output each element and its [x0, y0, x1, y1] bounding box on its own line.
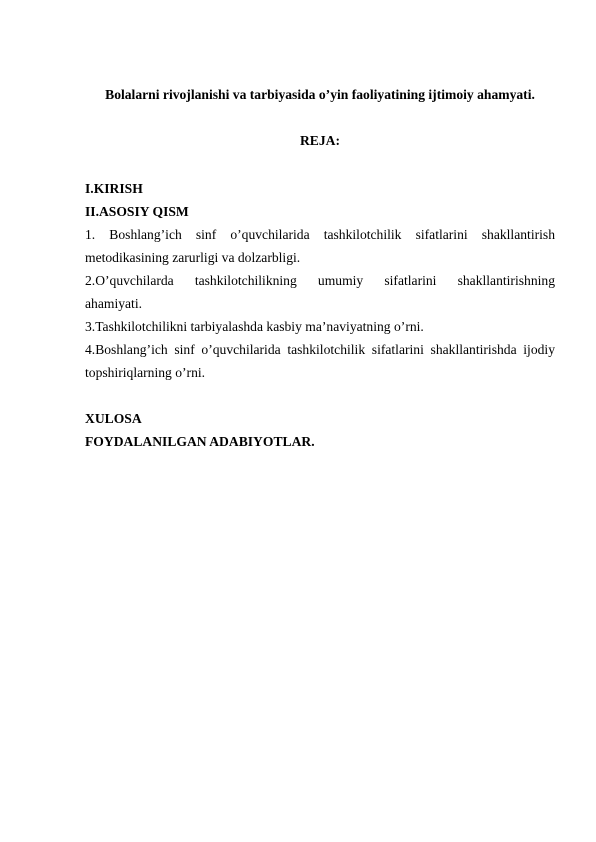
plan-item-1-line-2: metodikasining zarurligi va dolzarbligi. [85, 250, 301, 265]
plan-item-3: 3.Tashkilotchilikni tarbiyalashda kasbiy ma’naviyatning o’rni. [85, 319, 424, 334]
plan-item-1-line-1: 1. Boshlang’ich sinf o’quvchilarida tashkilotchilik sifatlarini shakllantirish [85, 227, 555, 242]
section-references: FOYDALANILGAN ADABIYOTLAR. [85, 434, 315, 449]
plan-outline [85, 177, 555, 453]
plan-item-2-line-2: ahamiyati. [85, 296, 142, 311]
plan-heading: REJA: [299, 133, 341, 148]
section-conclusion: XULOSA [85, 411, 142, 426]
section-main: II.ASOSIY QISM [85, 204, 189, 219]
plan-item-2-line-1: 2.O’quvchilarda tashkilotchilikning umumiy sifatlarini shakllantirishning [85, 273, 555, 288]
spacer [85, 384, 555, 407]
document-title: Bolalarni rivojlanishi va tarbiyasida o’yin faoliyatining ijtimoiy ahamyati. [105, 87, 535, 102]
plan-item-4-line-1: 4.Boshlang’ich sinf o’quvchilarida tashkilotchilik sifatlarini shakllantirishda ijodiy [85, 342, 555, 357]
plan-item-4-line-2: topshiriqlarning o’rni. [85, 365, 206, 380]
section-intro: I.KIRISH [85, 181, 143, 196]
